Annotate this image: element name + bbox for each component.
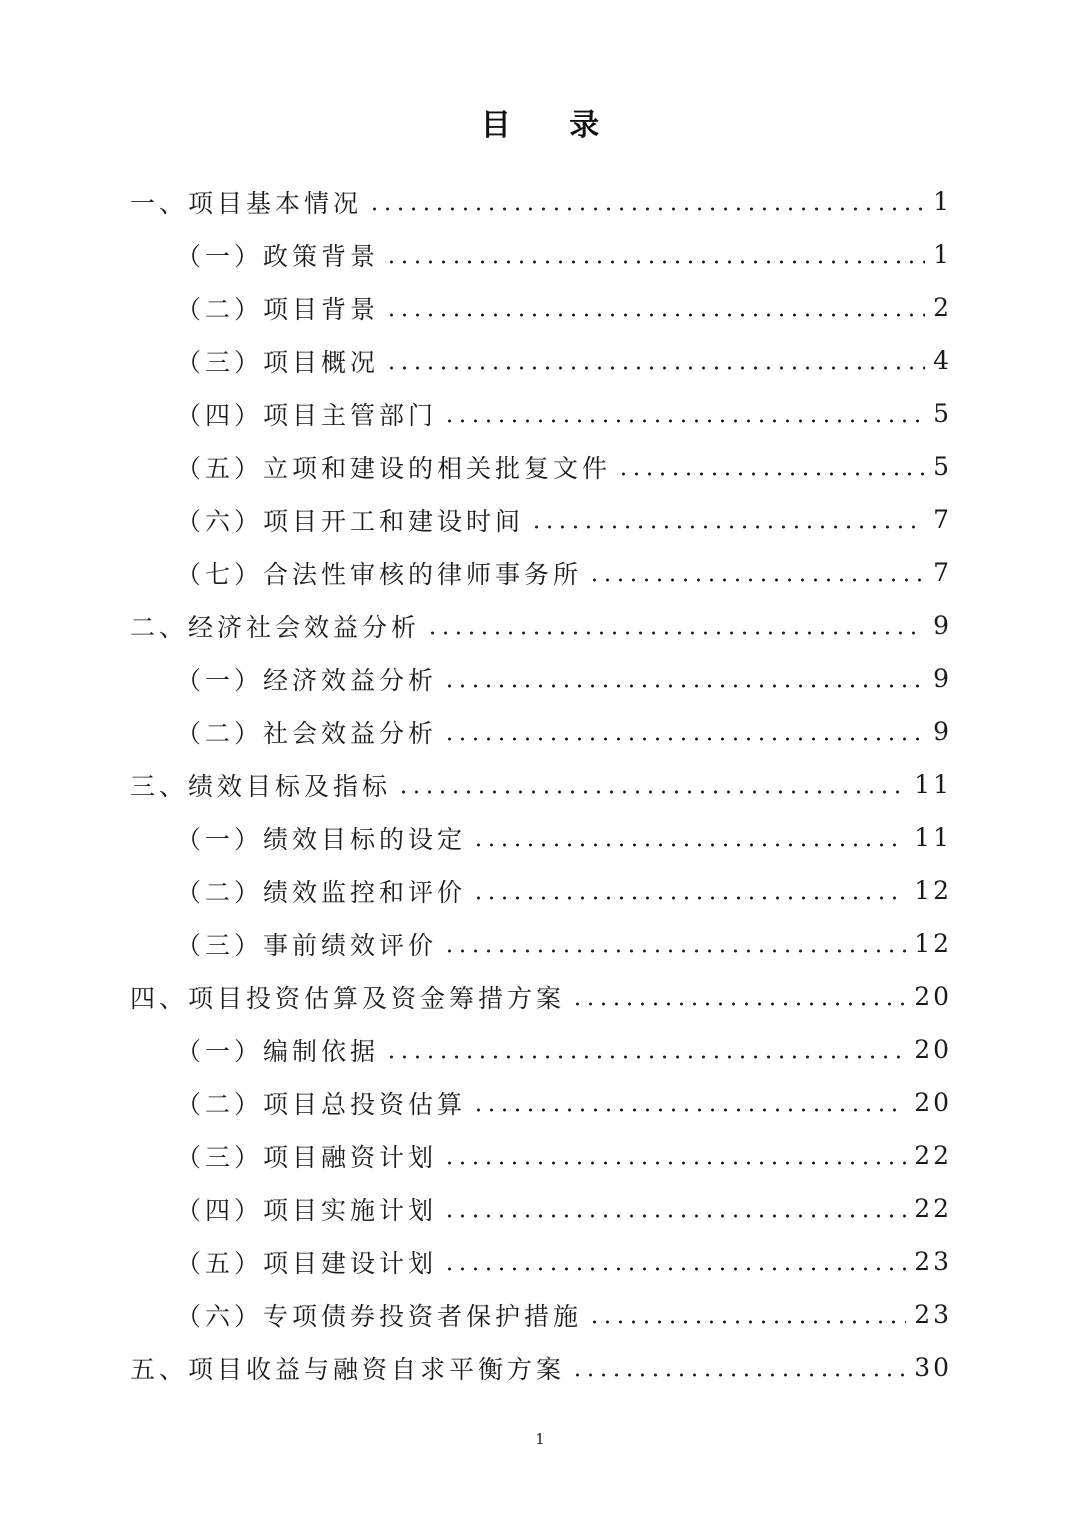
dot-leader xyxy=(443,737,925,741)
dot-leader xyxy=(588,578,925,582)
toc-entry-label: （一）编制依据 xyxy=(176,1036,380,1066)
toc-entry[interactable] xyxy=(176,1288,952,1341)
dot-leader xyxy=(571,1373,906,1377)
toc-entry-page: 11 xyxy=(914,823,952,852)
toc-entry[interactable] xyxy=(176,1129,952,1182)
toc-entry-page: 7 xyxy=(933,558,952,587)
toc-entry-label: （一）政策背景 xyxy=(176,241,380,271)
toc-entry-page: 23 xyxy=(914,1247,952,1276)
toc-entry-label: （一）经济效益分析 xyxy=(176,665,438,695)
toc-entry-label: （七）合法性审核的律师事务所 xyxy=(176,559,583,589)
dot-leader xyxy=(472,1108,906,1112)
toc-entry-page: 4 xyxy=(933,346,952,375)
toc-entry-label: 四、项目投资估算及资金筹措方案 xyxy=(130,983,566,1013)
toc-entry-page: 1 xyxy=(933,240,952,269)
dot-leader xyxy=(472,843,906,847)
dot-leader xyxy=(617,472,925,476)
toc-entry-label: 一、项目基本情况 xyxy=(130,188,363,218)
toc-entry-label: （三）项目融资计划 xyxy=(176,1142,438,1172)
toc-entry-label: （三）事前绩效评价 xyxy=(176,930,438,960)
toc-entry-label: （五）立项和建设的相关批复文件 xyxy=(176,453,612,483)
toc-entry-page: 9 xyxy=(933,717,952,746)
toc-entry[interactable] xyxy=(176,864,952,917)
toc-entry[interactable] xyxy=(176,652,952,705)
toc-entry-label: （四）项目实施计划 xyxy=(176,1195,438,1225)
dot-leader xyxy=(385,366,925,370)
dot-leader xyxy=(397,790,906,794)
toc-entry-page: 5 xyxy=(933,399,952,428)
toc-entry-page: 9 xyxy=(933,664,952,693)
page-number: 1 xyxy=(535,1430,545,1448)
toc-entry-page: 1 xyxy=(933,187,952,216)
toc-entry[interactable] xyxy=(130,599,952,652)
toc-entry-label: 三、绩效目标及指标 xyxy=(130,771,392,801)
toc-entry-label: （四）项目主管部门 xyxy=(176,400,438,430)
toc-entry[interactable] xyxy=(130,1341,952,1394)
toc-entry-label: （五）项目建设计划 xyxy=(176,1248,438,1278)
dot-leader xyxy=(443,1161,906,1165)
toc-entry-label: （三）项目概况 xyxy=(176,347,380,377)
toc-entry[interactable] xyxy=(130,970,952,1023)
toc-entry[interactable] xyxy=(176,440,952,493)
toc-entry-page: 22 xyxy=(914,1141,952,1170)
toc-entry-label: （一）绩效目标的设定 xyxy=(176,824,467,854)
dot-leader xyxy=(368,207,925,211)
toc-entry-label: 二、经济社会效益分析 xyxy=(130,612,421,642)
dot-leader xyxy=(588,1320,906,1324)
toc-entry[interactable] xyxy=(176,917,952,970)
dot-leader xyxy=(443,1267,906,1271)
dot-leader xyxy=(571,1002,906,1006)
toc-entry-label: （二）绩效监控和评价 xyxy=(176,877,467,907)
dot-leader xyxy=(385,1055,906,1059)
toc-entry-page: 2 xyxy=(933,293,952,322)
toc-entry[interactable] xyxy=(130,175,952,228)
toc-entry[interactable] xyxy=(176,1023,952,1076)
toc-entry-label: 五、项目收益与融资自求平衡方案 xyxy=(130,1354,566,1384)
toc-entry-label: （六）专项债券投资者保护措施 xyxy=(176,1301,583,1331)
dot-leader xyxy=(472,896,906,900)
dot-leader xyxy=(385,313,925,317)
dot-leader xyxy=(530,525,925,529)
toc-entry-page: 20 xyxy=(914,1035,952,1064)
toc-entry[interactable] xyxy=(176,1235,952,1288)
toc-entry-page: 30 xyxy=(914,1353,952,1382)
toc-entry[interactable] xyxy=(176,281,952,334)
dot-leader xyxy=(443,684,925,688)
dot-leader xyxy=(443,949,906,953)
toc-entry-page: 20 xyxy=(914,982,952,1011)
dot-leader xyxy=(443,1214,906,1218)
toc-entry-label: （二）项目背景 xyxy=(176,294,380,324)
toc-entry-label: （二）项目总投资估算 xyxy=(176,1089,467,1119)
page-title: 目 录 xyxy=(480,108,624,143)
toc-entry-page: 5 xyxy=(933,452,952,481)
toc-entry-label: （二）社会效益分析 xyxy=(176,718,438,748)
toc-entry-page: 23 xyxy=(914,1300,952,1329)
toc-entry[interactable] xyxy=(130,758,952,811)
toc-entry-page: 11 xyxy=(914,770,952,799)
dot-leader xyxy=(385,260,925,264)
toc-entry[interactable] xyxy=(176,387,952,440)
toc-entry[interactable] xyxy=(176,334,952,387)
toc-entry[interactable] xyxy=(176,705,952,758)
toc-entry[interactable] xyxy=(176,546,952,599)
toc-entry-label: （六）项目开工和建设时间 xyxy=(176,506,525,536)
dot-leader xyxy=(426,631,925,635)
toc-entry-page: 9 xyxy=(933,611,952,640)
dot-leader xyxy=(443,419,925,423)
toc-entry[interactable] xyxy=(176,493,952,546)
toc-entry[interactable] xyxy=(176,228,952,281)
toc-entry-page: 12 xyxy=(914,876,952,905)
toc-entry-page: 7 xyxy=(933,505,952,534)
toc-entry[interactable] xyxy=(176,1182,952,1235)
toc-entry[interactable] xyxy=(176,811,952,864)
toc-entry-page: 20 xyxy=(914,1088,952,1117)
toc-entry-page: 22 xyxy=(914,1194,952,1223)
toc-entry[interactable] xyxy=(176,1076,952,1129)
toc-entry-page: 12 xyxy=(914,929,952,958)
